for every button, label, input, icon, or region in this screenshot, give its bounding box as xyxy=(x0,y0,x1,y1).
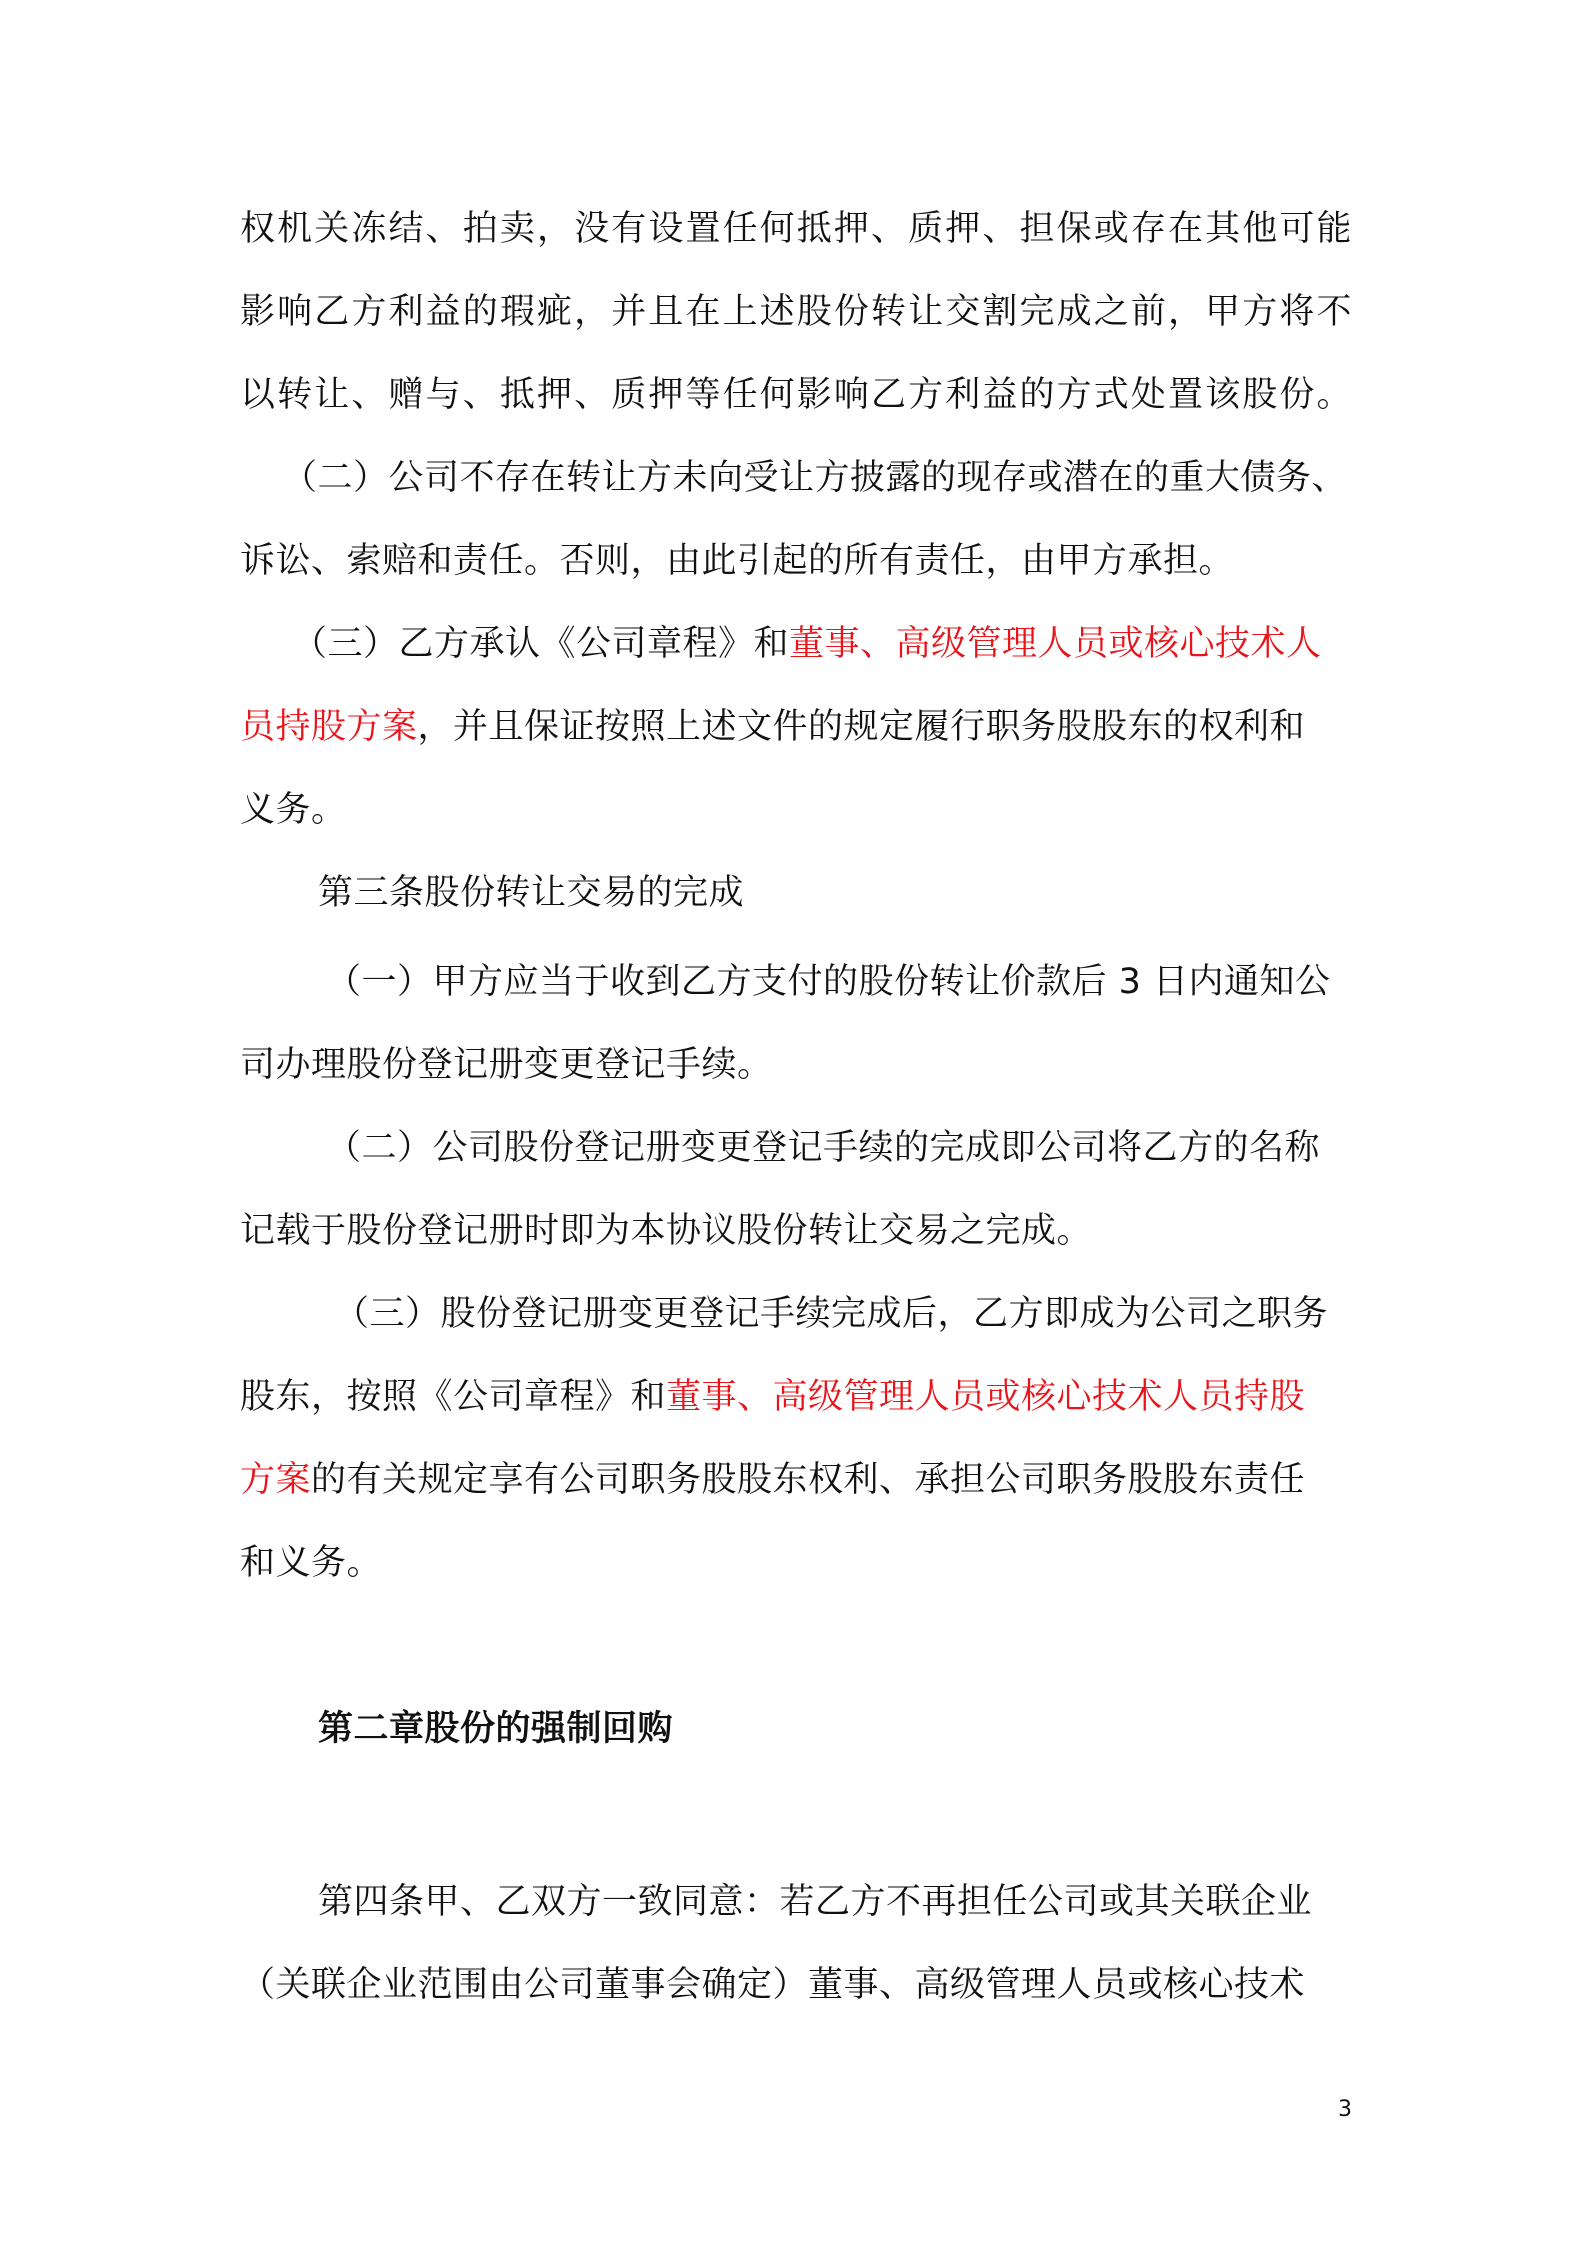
paragraph-line: （二）公司股份登记册变更登记手续的完成即公司将乙方的名称 xyxy=(326,1128,1321,1168)
page-number: 3 xyxy=(1338,2097,1352,2122)
highlight-text: 董事、高级管理人员或核心技术人 xyxy=(789,624,1322,664)
paragraph-line: 和义务。 xyxy=(240,1543,383,1583)
paragraph-line: （一）甲方应当于收到乙方支付的股份转让价款后 3 日内通知公 xyxy=(326,962,1331,1002)
paragraph-line xyxy=(240,705,1305,749)
paragraph-line xyxy=(292,622,1322,666)
paragraph-line: 记载于股份登记册时即为本协议股份转让交易之完成。 xyxy=(240,1211,1093,1251)
paragraph-line: 义务。 xyxy=(240,790,347,830)
chapter-heading: 第二章股份的强制回购 xyxy=(318,1709,674,1749)
paragraph-line: （二）公司不存在转让方未向受让方披露的现存或潜在的重大债务、 xyxy=(282,458,1348,498)
paragraph-line xyxy=(240,1375,1305,1419)
paragraph-line: （三）股份登记册变更登记手续完成后，乙方即成为公司之职务 xyxy=(334,1294,1329,1334)
paragraph-line: （关联企业范围由公司董事会确定）董事、高级管理人员或核心技术 xyxy=(240,1965,1306,2005)
paragraph-line: 司办理股份登记册变更登记手续。 xyxy=(240,1045,773,1085)
text-segment: 的有关规定享有公司职务股股东权利、承担公司职务股股东责任 xyxy=(311,1460,1306,1500)
section-heading: 第三条股份转让交易的完成 xyxy=(318,873,745,913)
paragraph-line: 以转让、赠与、抵押、质押等任何影响乙方利益的方式处置该股份。 xyxy=(240,375,1352,415)
text-segment: 股东，按照《公司章程》和 xyxy=(240,1377,667,1417)
highlight-text: 方案 xyxy=(240,1460,312,1500)
paragraph-line: 影响乙方利益的瑕疵，并且在上述股份转让交割完成之前，甲方将不 xyxy=(240,292,1352,332)
text-segment: ，并且保证按照上述文件的规定履行职务股股东的权利和 xyxy=(417,707,1306,747)
highlight-text: 员持股方案 xyxy=(240,707,418,747)
paragraph-line: 第四条甲、乙双方一致同意：若乙方不再担任公司或其关联企业 xyxy=(318,1882,1313,1922)
paragraph-line: 权机关冻结、拍卖，没有设置任何抵押、质押、担保或存在其他可能 xyxy=(240,209,1352,249)
paragraph-line: 诉讼、索赔和责任。否则，由此引起的所有责任，由甲方承担。 xyxy=(240,541,1235,581)
highlight-text: 董事、高级管理人员或核心技术人员持股 xyxy=(666,1377,1306,1417)
paragraph-line xyxy=(240,1458,1305,1502)
text-segment: （三）乙方承认《公司章程》和 xyxy=(292,624,790,664)
